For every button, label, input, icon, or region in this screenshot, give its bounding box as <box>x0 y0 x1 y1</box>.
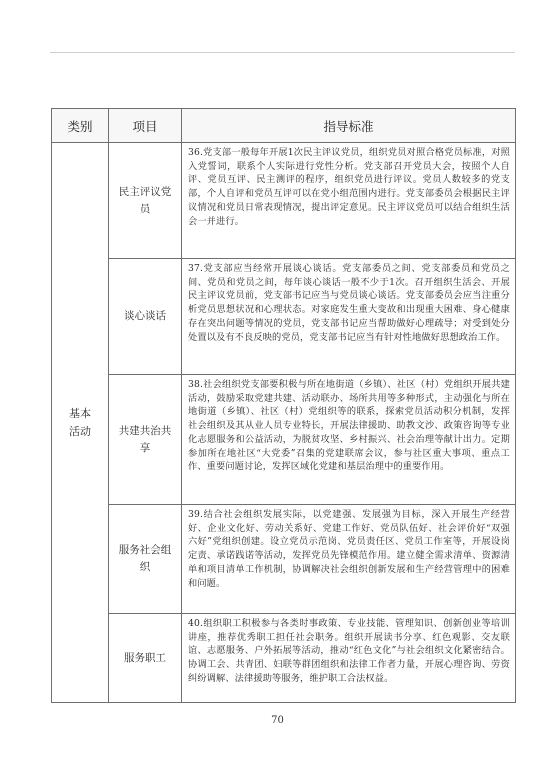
item-label: 民主评议党员 <box>118 185 172 215</box>
standard-text: 40.组织职工积极参与各类时事政策、专业技能、管理知识、创新创业等培训讲座，推荐优秀职工担任社会职务。组织开展读书分享、红色观影、交友联谊、志愿服务、户外拓展等活动，推动“红色文化”与社会组织文化紧密结合。协调工会、共青团、妇联等群团组织和法律工作者力量，开展心理咨询、劳资纠纷调解、法律援助等服务，维护职工合法权益。 <box>188 618 510 684</box>
standard-cell <box>182 143 516 259</box>
standard-cell <box>182 505 516 614</box>
header-standard: 指导标准 <box>182 109 516 143</box>
table-row <box>52 259 516 375</box>
item-cell <box>109 259 182 375</box>
page-number: 70 <box>271 715 284 726</box>
item-label: 谈心谈话 <box>124 310 166 322</box>
item-label: 共建共治共享 <box>118 424 172 454</box>
item-cell <box>109 375 182 505</box>
item-cell <box>109 143 182 259</box>
standard-cell <box>182 259 516 375</box>
item-cell <box>109 505 182 614</box>
table-header-row <box>52 109 516 143</box>
item-cell <box>109 614 182 703</box>
item-label: 服务职工 <box>124 651 166 664</box>
table-row <box>52 614 516 703</box>
standard-cell <box>182 375 516 505</box>
table-row <box>52 143 516 259</box>
standard-text: 36.党支部一般每年开展1次民主评议党员，组织党员对照合格党员标准，对照入党誓词，联系个人实际进行党性分析。党支部召开党员大会，按照个人自评、党员互评、民主测评的程序，组织党员进行评议。党员人数较多的党支部，个人自评和党员互评可以在党小组范围内进行。党支部委员会根据民主评议情况和党员日常表现情况，提出评定意见。民主评议党员可以结合组织生活会一并进行。 <box>188 147 510 227</box>
standard-text: 39.结合社会组织发展实际，以党建强、发展强为目标，深入开展生产经营好、企业文化好、劳动关系好、党建工作好、党员队伍好、社会评价好“双强六好”党组织创建。设立党员示范岗、党员责任区、党员工作室等，开展设岗定责、承诺践诺等活动，发挥党员先锋模范作用。建立健全需求清单、资源清单和项目清单工作机制，协调解决社会组织创新发展和生产经营管理中的困难和问题。 <box>188 509 510 589</box>
table-row <box>52 375 516 505</box>
guidance-standards-table <box>51 108 516 703</box>
standard-cell <box>182 614 516 703</box>
standard-text: 37.党支部应当经常开展谈心谈话。党支部委员之间、党支部委员和党员之间、党员和党员之间，每年谈心谈话一般不少于1次。召开组织生活会、开展民主评议党员前，党支部书记应当与党员谈心谈话。党支部委员会应当注重分析党员思想状况和心理状态。对家庭发生重大变故和出现重大困难、身心健康存在突出问题等情况的党员，党支部书记应当帮助做好心理疏导；对受到处分处置以及有不良反映的党员，党支部书记应当有针对性地做好思想政治工作。 <box>188 263 510 343</box>
category-label: 基本活动 <box>69 406 91 438</box>
header-rule <box>50 52 515 53</box>
table-row <box>52 505 516 614</box>
category-cell <box>52 143 109 703</box>
header-item: 项目 <box>109 109 182 143</box>
item-label: 服务社会组织 <box>118 544 172 573</box>
standard-text: 38.社会组织党支部要积极与所在地街道（乡镇）、社区（村）党组织开展共建活动，鼓励采取党建共建、活动联办、场所共用等多种形式，主动强化与所在地街道（乡镇）、社区（村）党组织等的联系，探索党员活动积分机制，发挥社会组织及其从业人员专业特长，开展法律援助、助教文沙、政策咨询等专业化志愿服务和公益活动，为脱贫攻坚、乡村振兴、社会治理等献计出力。定期参加所在地社区“大党委”召集的党建联席会议，参与社区重大事项、重点工作、重要问题讨论，发挥区域化党建和基层治理中的重要作用。 <box>188 379 510 473</box>
header-category: 类别 <box>52 109 109 143</box>
